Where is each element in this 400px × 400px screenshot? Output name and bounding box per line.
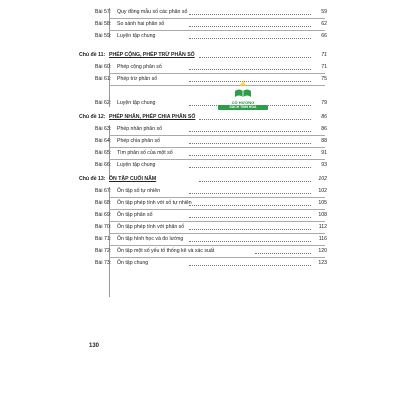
lesson-title: Ôn tập phép tính với phân số — [117, 224, 185, 230]
lesson-number: Bài 61: — [95, 76, 112, 82]
page-ref: 116 — [318, 236, 327, 242]
page-number: 130 — [89, 343, 100, 349]
lesson-number: Bài 66: — [95, 162, 112, 168]
chapter-title: PHÉP CỘNG, PHÉP TRỪ PHÂN SỐ — [109, 52, 195, 58]
lesson-number: Bài 65: — [95, 150, 112, 156]
lesson-number: Bài 58: — [95, 21, 112, 27]
chapter-number: Chủ đề 11: — [79, 52, 106, 58]
toc-entry[interactable] — [79, 136, 327, 147]
watermark-line-2: SÁCH TINH HOA — [218, 105, 268, 110]
leader-dots — [189, 131, 311, 132]
page-ref: 59 — [321, 9, 327, 15]
toc-entry[interactable] — [79, 19, 327, 30]
toc-entry[interactable] — [79, 234, 327, 245]
leader-dots — [189, 241, 311, 242]
leader-dots — [189, 14, 311, 15]
row-divider — [109, 85, 325, 86]
lesson-title: Ôn tập phép tính với số tự nhiên — [117, 200, 192, 206]
lesson-title: Phép nhân phân số — [117, 126, 162, 132]
leader-dots — [189, 69, 311, 70]
chapter-number: Chủ đề 12: — [79, 114, 106, 120]
lesson-title: Ôn tập số tự nhiên — [117, 188, 160, 194]
chapter-title: ÔN TẬP CUỐI NĂM — [109, 176, 157, 182]
leader-dots — [189, 167, 311, 168]
lesson-title: Ôn tập một số yếu tố thống kê và xác suất — [117, 248, 215, 254]
toc-entry[interactable] — [79, 160, 327, 171]
lesson-title: Ôn tập chung — [117, 260, 149, 266]
leader-dots — [189, 205, 311, 206]
toc-entry[interactable] — [79, 124, 327, 135]
chapter-heading[interactable] — [79, 112, 327, 123]
lesson-title: Phép cộng phân số — [117, 64, 162, 70]
lesson-number: Bài 69: — [95, 212, 112, 218]
page-ref: 75 — [321, 76, 327, 82]
lesson-number: Bài 64: — [95, 138, 112, 144]
toc-entry[interactable] — [79, 74, 327, 85]
page-ref: 120 — [318, 248, 327, 254]
leader-dots — [189, 38, 311, 39]
lesson-number: Bài 73: — [95, 260, 112, 266]
leader-dots — [189, 217, 311, 218]
chapter-number: Chủ đề 13: — [79, 176, 106, 182]
lesson-title: Luyện tập chung — [117, 162, 156, 168]
leader-dots — [189, 155, 311, 156]
toc-entry[interactable] — [79, 222, 327, 233]
page-ref: 91 — [321, 150, 327, 156]
page-ref: 66 — [321, 33, 327, 39]
lesson-number: Bài 71: — [95, 236, 112, 242]
lesson-title: Ôn tập phân số — [117, 212, 153, 218]
book-lamp-logo-icon — [232, 78, 254, 100]
lesson-title: Phép trừ phân số — [117, 76, 158, 82]
toc-entry[interactable] — [79, 62, 327, 73]
toc-entry[interactable] — [79, 210, 327, 221]
page-ref: 112 — [318, 224, 327, 230]
leader-dots — [189, 26, 311, 27]
leader-dots — [189, 193, 311, 194]
toc-entry[interactable] — [79, 148, 327, 159]
lesson-title: Ôn tập hình học và đo lường — [117, 236, 184, 242]
page-ref: 102 — [318, 188, 327, 194]
lesson-number: Bài 67: — [95, 188, 112, 194]
page-ref: 71 — [321, 64, 327, 70]
lesson-number: Bài 62: — [95, 100, 112, 106]
lesson-number: Bài 63: — [95, 126, 112, 132]
page-ref: 88 — [321, 138, 327, 144]
page-ref: 62 — [321, 21, 327, 27]
page-ref: 79 — [321, 100, 327, 106]
chapter-title: PHÉP NHÂN, PHÉP CHIA PHÂN SỐ — [109, 114, 196, 120]
toc-entry[interactable] — [79, 7, 327, 18]
leader-dots — [189, 229, 311, 230]
lesson-title: So sánh hai phân số — [117, 21, 165, 27]
toc-entry[interactable] — [79, 98, 327, 109]
page-ref: 102 — [318, 176, 327, 182]
toc-entry[interactable] — [79, 186, 327, 197]
toc-page — [79, 0, 327, 400]
lesson-title: Quy đồng mẫu số các phân số — [117, 9, 188, 15]
toc-entry[interactable] — [79, 246, 327, 257]
leader-dots — [199, 181, 311, 182]
lesson-number: Bài 59: — [95, 33, 112, 39]
lesson-title: Phép chia phân số — [117, 138, 160, 144]
lesson-number: Bài 70: — [95, 224, 112, 230]
chapter-heading[interactable] — [79, 174, 327, 185]
watermark-logo — [218, 78, 268, 112]
page-ref: 123 — [318, 260, 327, 266]
lesson-number: Bài 60: — [95, 64, 112, 70]
leader-dots — [189, 143, 311, 144]
page-ref: 71 — [321, 52, 327, 58]
leader-dots — [199, 57, 311, 58]
leader-dots — [255, 253, 311, 254]
lesson-number: Bài 68: — [95, 200, 112, 206]
toc-entry[interactable] — [79, 198, 327, 209]
chapter-heading[interactable] — [79, 50, 327, 61]
page-ref: 93 — [321, 162, 327, 168]
leader-dots — [189, 265, 311, 266]
page-ref: 86 — [321, 126, 327, 132]
page-ref: 108 — [318, 212, 327, 218]
leader-dots — [199, 119, 311, 120]
lesson-number: Bài 72: — [95, 248, 112, 254]
lesson-title: Tìm phân số của một số — [117, 150, 173, 156]
page-ref: 86 — [321, 114, 327, 120]
toc-entry[interactable] — [79, 31, 327, 42]
toc-entry[interactable] — [79, 258, 327, 269]
watermark-line-1: CÔ HƯƠNG — [231, 100, 255, 105]
lesson-title: Luyện tập chung — [117, 100, 156, 106]
lesson-title: Luyện tập chung — [117, 33, 156, 39]
lesson-number: Bài 57: — [95, 9, 112, 15]
page-ref: 105 — [318, 200, 327, 206]
